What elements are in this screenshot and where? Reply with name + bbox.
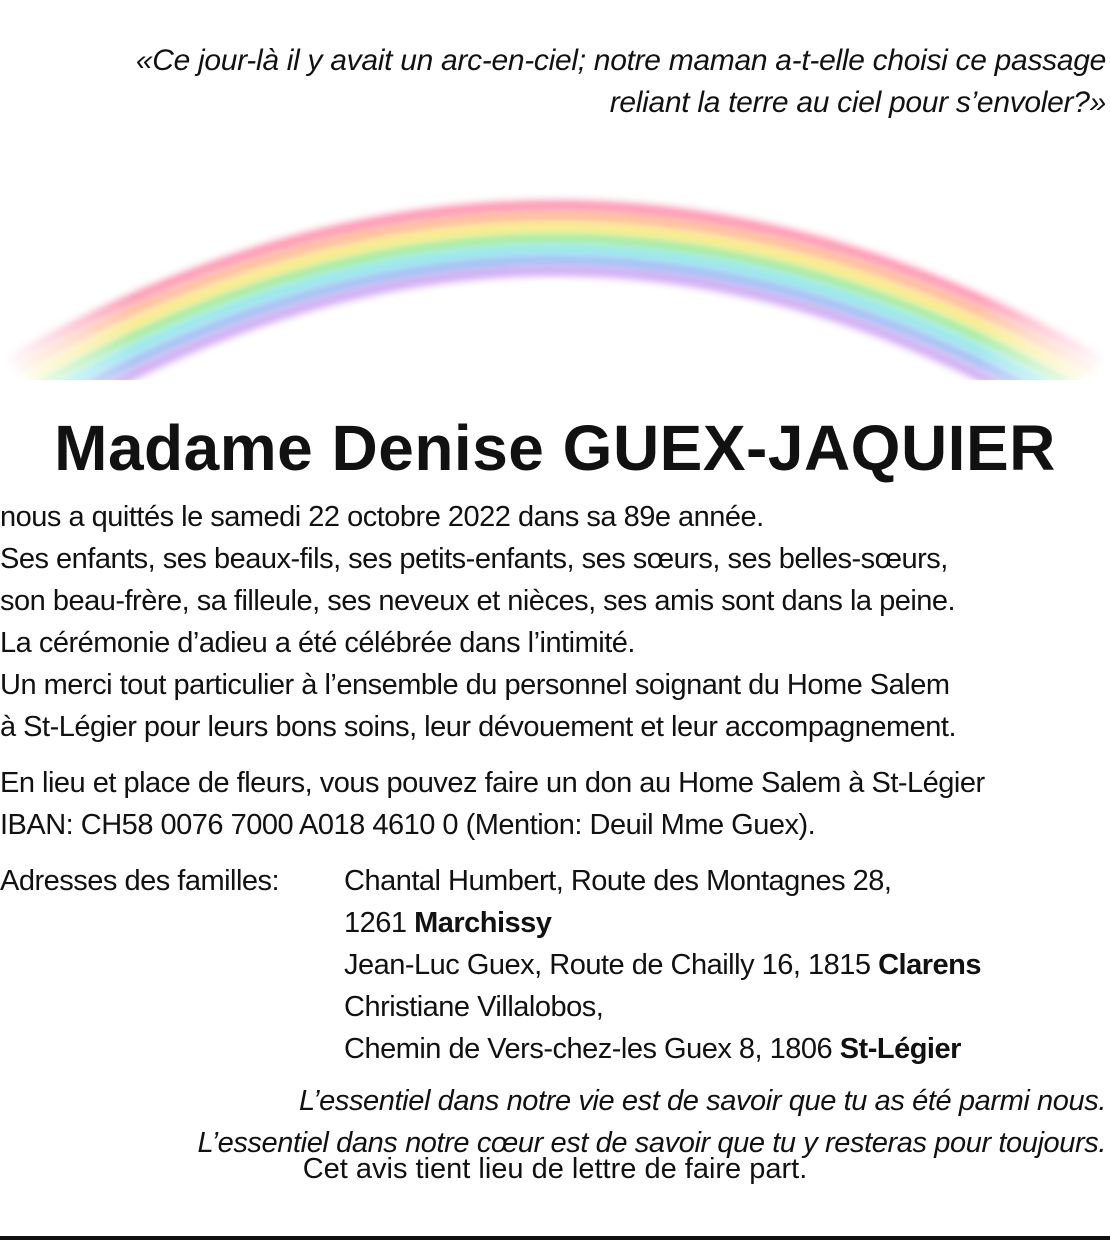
- announcement-line: nous a quittés le samedi 22 octobre 2022 dans sa 89e année.: [0, 501, 764, 533]
- announcement-line: son beau-frère, sa filleule, ses neveux et nièces, ses amis sont dans la peine.: [0, 585, 956, 617]
- announcement-line: Un merci tout particulier à l’ensemble du personnel soignant du Home Salem: [0, 669, 950, 701]
- address-text: Jean-Luc Guex, Route de Chailly 16, 1815: [344, 949, 879, 981]
- obituary-body: [0, 496, 1106, 1070]
- closing-line-2: L’essentiel dans notre cœur est de savoir que tu y resteras pour toujours.: [197, 1127, 1106, 1159]
- epigraph-line-2: reliant la terre au ciel pour s’envoler?»: [609, 86, 1106, 119]
- notice-text: Cet avis tient lieu de lettre de faire part.: [302, 1153, 808, 1185]
- address-line: [344, 944, 981, 986]
- addresses-label: Adresses des familles:: [0, 865, 280, 897]
- announcement-line: La cérémonie d’adieu a été célébrée dans l’intimité.: [0, 627, 635, 659]
- family-addresses: [0, 860, 1106, 1070]
- address-line: Christiane Villalobos,: [344, 991, 604, 1023]
- bottom-rule: [0, 1236, 1110, 1240]
- address-text: Chemin de Vers-chez-les Guex 8, 1806: [344, 1033, 840, 1065]
- city-name: Marchissy: [414, 907, 552, 939]
- paragraph-spacer: [0, 846, 1106, 860]
- city-name: St-Légier: [839, 1033, 961, 1065]
- iban-line: IBAN: CH58 0076 7000 A018 4610 0 (Mention: Deuil Mme Guex).: [0, 809, 816, 841]
- address-line: [344, 902, 981, 944]
- epigraph: [16, 40, 1106, 124]
- donation-line: En lieu et place de fleurs, vous pouvez faire un don au Home Salem à St-Légier: [0, 767, 985, 799]
- announcement-line: Ses enfants, ses beaux-fils, ses petits-enfants, ses sœurs, ses belles-sœurs,: [0, 543, 948, 575]
- postal-code: 1261: [344, 907, 415, 939]
- paragraph-spacer: [0, 748, 1106, 762]
- address-line: [344, 1028, 981, 1070]
- announcement-line: à St-Légier pour leurs bons soins, leur dévouement et leur accompagnement.: [0, 711, 957, 743]
- rainbow-icon: [0, 130, 1110, 380]
- addresses-list: [344, 860, 981, 1070]
- closing-line-1: L’essentiel dans notre vie est de savoir que tu as été parmi nous.: [298, 1085, 1106, 1117]
- address-line: Chantal Humbert, Route des Montagnes 28,: [344, 865, 892, 897]
- deceased-name: Madame Denise GUEX-JAQUIER: [54, 412, 1056, 484]
- epigraph-line-1: «Ce jour-là il y avait un arc-en-ciel; notre maman a-t-elle choisi ce passage: [135, 44, 1106, 77]
- city-name: Clarens: [878, 949, 981, 981]
